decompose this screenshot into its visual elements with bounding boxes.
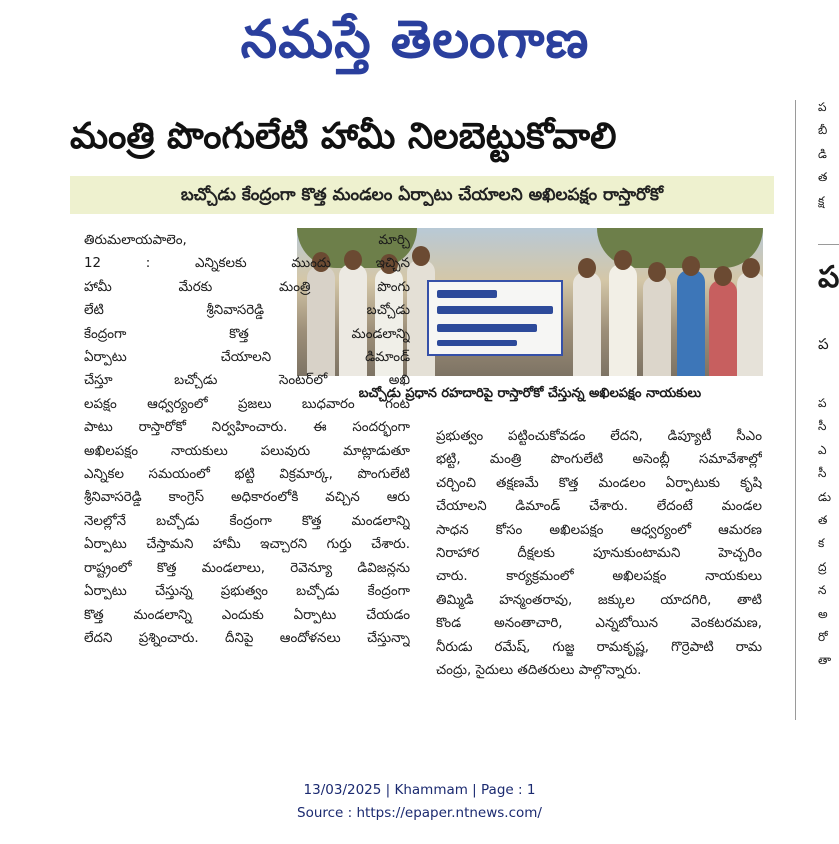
- text-line: లేటి శ్రీనివాసరెడ్డి బచ్చోడు: [84, 303, 410, 319]
- text-line: రాష్ట్రంలో కొత్త మండలాలు, రెవెన్యూ డివిజన్లను: [84, 560, 410, 576]
- text-line: చేయాలని డిమాండ్ చేశారు. లేదంటే మండల: [436, 499, 762, 515]
- text-line: చారు. కార్యక్రమంలో అఖిలపక్షం నాయకులు: [436, 569, 762, 585]
- text-line: 12 : ఎన్నికలకు ముందు ఇచ్చిన: [84, 256, 410, 272]
- text-line: భట్టి, మంత్రి పొంగులేటి అసెంబ్లీ సమావేశాల్లో: [436, 452, 762, 468]
- text-line: లేదని ప్రశ్నించారు. దీనిపై ఆందోళనలు చేస్తున్నా: [84, 630, 410, 646]
- text-line: ఏర్పాటు చేస్తున్న ప్రభుత్వం బచ్చోడు కేంద్రంగా: [84, 584, 410, 600]
- text-line: ప్రభుత్వం పట్టించుకోవడం లేదని, డిప్యూటీ సీఎం: [436, 429, 762, 444]
- text-line: ఏర్పాటు చేయాలని డిమాండ్: [84, 350, 410, 366]
- article-column-left: [84, 229, 410, 650]
- side-fragment: క: [818, 536, 825, 551]
- side-fragment: ద్ర: [818, 559, 827, 574]
- protest-banner: [427, 280, 563, 356]
- side-column-top: [818, 96, 839, 213]
- photo-caption: బచ్చోడు ప్రధాన రహదారిపై రాస్తారోకో చేస్తున్న అఖిలపక్షం నాయకులు: [297, 378, 763, 410]
- side-fragment: ప: [818, 396, 827, 410]
- side-fragment: సీ: [818, 466, 827, 481]
- side-fragment: త: [818, 170, 828, 185]
- text-line: హామీ మేరకు మంత్రి పొంగు: [84, 279, 410, 295]
- newspaper-masthead: నమస్తే తెలంగాణ: [240, 10, 590, 70]
- side-headline-fragment: ప: [818, 260, 839, 295]
- text-line: లపక్షం ఆధ్వర్యంలో ప్రజలు బుధవారం గంట: [84, 396, 410, 412]
- side-fragment: రో: [818, 630, 828, 645]
- side-fragment: న: [818, 583, 827, 598]
- side-article-divider: [818, 244, 839, 245]
- side-fragment: క్ష: [818, 193, 825, 208]
- text-line: కొత్త మండలాన్ని ఎందుకు ఏర్పాటు చేయడం: [84, 607, 410, 623]
- side-column-bottom: [818, 392, 839, 673]
- side-fragment: త: [818, 513, 828, 528]
- side-fragment: డు: [818, 489, 832, 504]
- side-fragment: బీ: [818, 123, 828, 138]
- text-line: శ్రీనివాసరెడ్డి కాంగ్రెస్ అధికారంలోకి వచ్చిన ఆరు: [84, 490, 410, 506]
- side-fragment: ప: [818, 100, 827, 114]
- side-fragment: ఎ: [818, 442, 827, 457]
- text-line: ఏర్పాటు చేస్తామని హామీ ఇచ్చారని గుర్తు చేశారు.: [84, 537, 410, 553]
- text-line: తిమ్మిడి హన్మంతరావు, జక్కుల యాదగిరి, తాటి: [436, 592, 762, 608]
- text-line: కేంద్రంగా కొత్త మండలాన్ని: [84, 326, 410, 342]
- side-fragment: సీ: [818, 419, 827, 434]
- text-line: కొండ అనంతాచారి, ఎన్నబోయిన వెంకటరమణ,: [436, 616, 762, 632]
- text-line: పాటు రాస్తారోకో నిర్వహించారు. ఈ సందర్భంగా: [84, 420, 410, 436]
- footer-source: Source : https://epaper.ntnews.com/: [297, 805, 542, 821]
- text-line: తిరుమలాయపాలెం, మార్చి: [84, 233, 410, 248]
- footer-date-edition: 13/03/2025 | Khammam | Page : 1: [303, 782, 536, 798]
- column-divider: [795, 100, 796, 720]
- article-headline: మంత్రి పొంగులేటి హామీ నిలబెట్టుకోవాలి: [70, 116, 617, 157]
- text-line: చేస్తూ బచ్చోడు సెంటర్‌లో అఖి: [84, 373, 410, 389]
- side-fragment: అ: [818, 606, 828, 621]
- text-line: చంద్రు, సైదులు తదితరులు పాల్గొన్నారు.: [436, 663, 642, 679]
- text-line: చర్చించి తక్షణమే కొత్త మండలం ఏర్పాటుకు కృషి: [436, 475, 762, 491]
- article-column-right: [436, 425, 762, 682]
- text-line: ఎన్నికల సమయంలో భట్టి విక్రమార్క, పొంగులేటి: [84, 467, 410, 483]
- text-line: నెలల్లోనే బచ్చోడు కేంద్రంగా కొత్త మండలాన్ని: [84, 513, 410, 529]
- side-subhead-fragment: ప: [818, 335, 829, 353]
- side-fragment: తా: [818, 653, 832, 668]
- side-fragment: డి: [818, 146, 827, 161]
- article-subheadline: బచ్చోడు కేంద్రంగా కొత్త మండలం ఏర్పాటు చేయాలని అఖిలపక్షం రాస్తారోకో: [70, 176, 774, 214]
- text-line: సాధన కోసం అఖిలపక్షం ఆధ్వర్యంలో ఆమరణ: [436, 522, 762, 538]
- text-line: నిరాహార దీక్షలకు పూనుకుంటామని హెచ్చరిం: [436, 546, 762, 562]
- text-line: అఖిలపక్షం నాయకులు పలువురు మాట్లాడుతూ: [84, 443, 410, 459]
- text-line: నీరుడు రమేష్, గుజ్జ రామకృష్ణ, గొర్రెపాటి రామ: [436, 639, 762, 655]
